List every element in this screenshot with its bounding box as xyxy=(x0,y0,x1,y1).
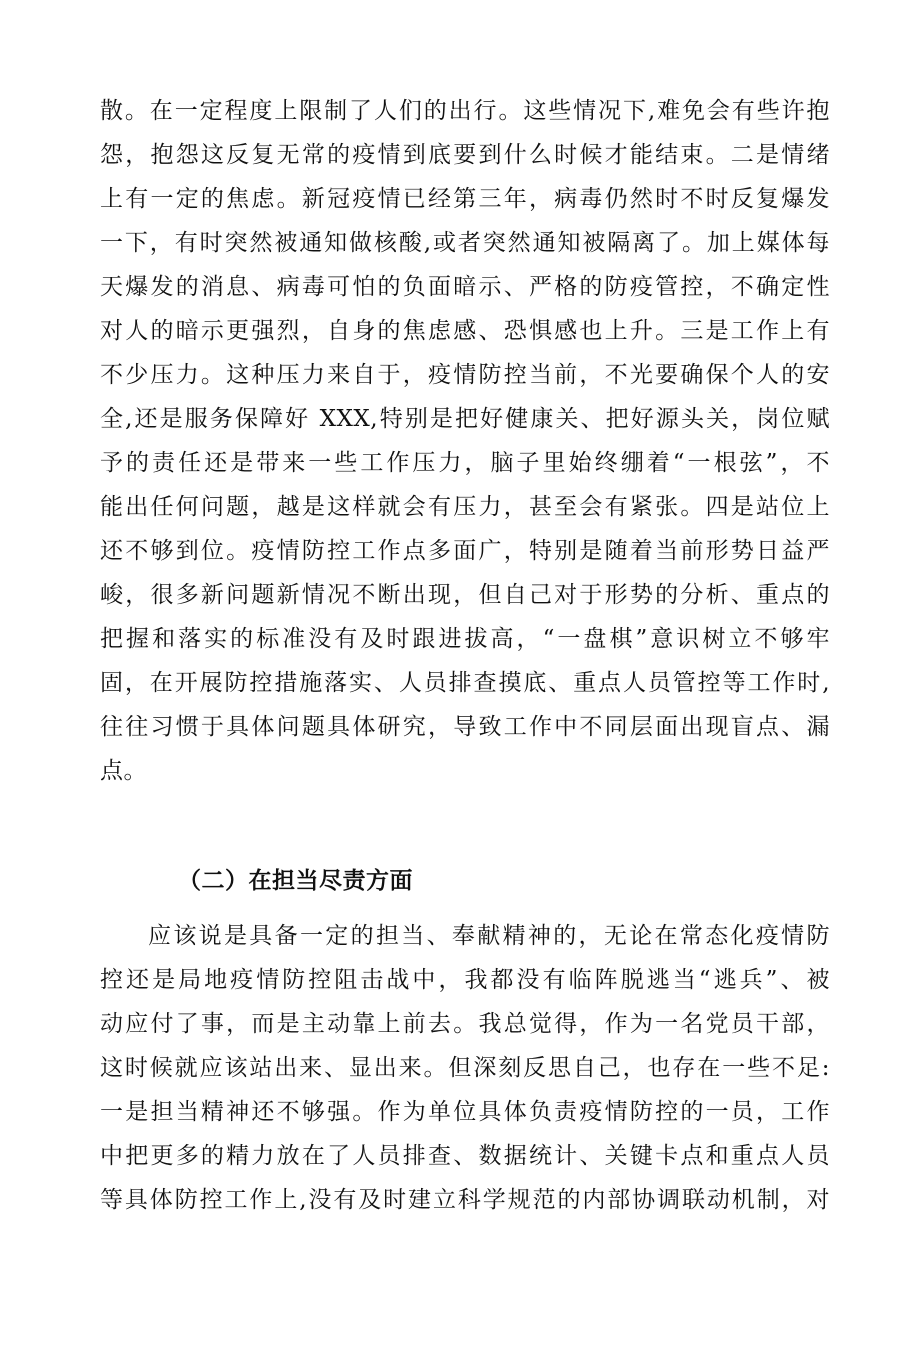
body-paragraph-2 xyxy=(100,914,830,1222)
text-line: 峻，很多新问题新情况不断出现，但自己对于形势的分析、重点的 xyxy=(100,582,830,608)
text-line: 对人的暗示更强烈，自身的焦虑感、恐惧感也上升。三是工作上有 xyxy=(100,318,830,344)
text-line: 散。在一定程度上限制了人们的出行。这些情况下,难免会有些许抱 xyxy=(100,98,830,124)
text-line: 把握和落实的标准没有及时跟进拔高，“一盘棋”意识树立不够牢 xyxy=(100,626,830,652)
text-line: 怨，抱怨这反复无常的疫情到底要到什么时候才能结束。二是情绪 xyxy=(100,142,830,168)
text-line: 点。 xyxy=(100,758,147,784)
text-line: 一下，有时突然被通知做核酸,或者突然通知被隔离了。加上媒体每 xyxy=(100,230,830,256)
text-line: 天爆发的消息、病毒可怕的负面暗示、严格的防疫管控，不确定性 xyxy=(100,274,830,300)
text-line: 这时候就应该站出来、显出来。但深刻反思自己，也存在一些不足: xyxy=(100,1055,830,1081)
text-line: 予的责任还是带来一些工作压力，脑子里始终绷着“一根弦”，不 xyxy=(100,450,830,476)
text-line: 上有一定的焦虑。新冠疫情已经第三年，病毒仍然时不时反复爆发 xyxy=(100,186,830,212)
text-line: 往往习惯于具体问题具体研究，导致工作中不同层面出现盲点、漏 xyxy=(100,714,830,740)
text-line: 一是担当精神还不够强。作为单位具体负责疫情防控的一员，工作 xyxy=(100,1099,830,1125)
text-line: 等具体防控工作上,没有及时建立科学规范的内部协调联动机制，对 xyxy=(100,1187,830,1213)
text-line: 动应付了事，而是主动靠上前去。我总觉得，作为一名党员干部， xyxy=(100,1011,830,1037)
section-heading: （二）在担当尽责方面 xyxy=(178,867,413,894)
text-line: 控还是局地疫情防控阻击战中，我都没有临阵脱逃当“逃兵”、被 xyxy=(100,967,830,993)
text-line: 不少压力。这种压力来自于，疫情防控当前，不光要确保个人的安 xyxy=(100,362,830,388)
text-line: 固，在开展防控措施落实、人员排查摸底、重点人员管控等工作时, xyxy=(100,670,830,696)
body-paragraph-1 xyxy=(100,89,830,793)
text-line: 应该说是具备一定的担当、奉献精神的，无论在常态化疫情防 xyxy=(148,923,830,949)
text-line: 还不够到位。疫情防控工作点多面广，特别是随着当前形势日益严 xyxy=(100,538,830,564)
text-line: 能出任何问题，越是这样就会有压力，甚至会有紧张。四是站位上 xyxy=(100,494,830,520)
text-line: 全,还是服务保障好 XXX,特别是把好健康关、把好源头关，岗位赋 xyxy=(100,406,830,432)
text-line: 中把更多的精力放在了人员排查、数据统计、关键卡点和重点人员 xyxy=(100,1143,830,1169)
